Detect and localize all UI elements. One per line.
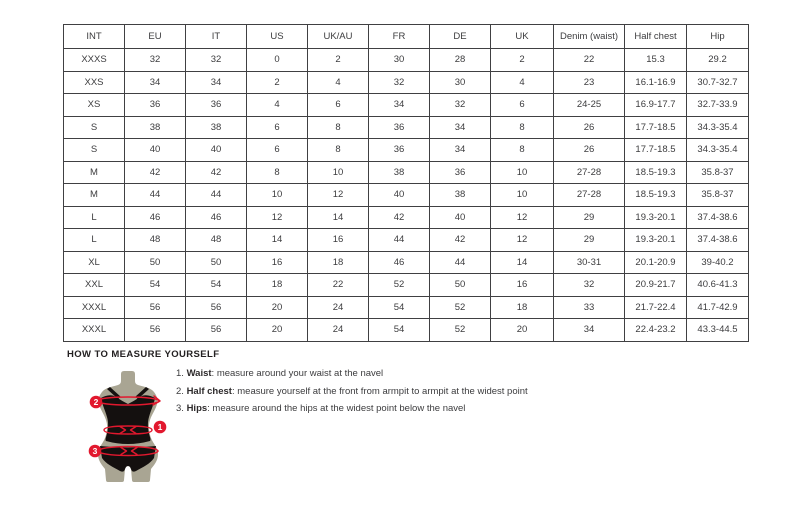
- table-cell: 52: [430, 319, 491, 342]
- table-cell: 24: [308, 296, 369, 319]
- table-cell: 42: [369, 206, 430, 229]
- column-header: Hip: [687, 25, 749, 49]
- table-cell: 6: [247, 139, 308, 162]
- badge-chest: [90, 396, 103, 409]
- table-cell: 34: [554, 319, 625, 342]
- table-cell: 17.7-18.5: [625, 139, 687, 162]
- table-cell: 44: [369, 229, 430, 252]
- size-chart-table: [63, 24, 749, 342]
- table-cell: 0: [247, 49, 308, 72]
- table-row: [64, 296, 749, 319]
- table-cell: 56: [125, 296, 186, 319]
- table-cell: 43.3-44.5: [687, 319, 749, 342]
- measurement-figure: [88, 368, 168, 486]
- table-cell: 54: [369, 296, 430, 319]
- table-cell: 20.1-20.9: [625, 251, 687, 274]
- table-cell: 8: [308, 116, 369, 139]
- mannequin-illustration: [88, 368, 168, 486]
- table-cell: 34: [369, 94, 430, 117]
- table-cell: 10: [308, 161, 369, 184]
- table-row: [64, 94, 749, 117]
- table-cell: 29.2: [687, 49, 749, 72]
- table-cell: 19.3-20.1: [625, 206, 687, 229]
- table-cell: 32: [125, 49, 186, 72]
- table-cell: 12: [247, 206, 308, 229]
- table-cell: XXXL: [64, 319, 125, 342]
- table-cell: 17.7-18.5: [625, 116, 687, 139]
- table-cell: 16.9-17.7: [625, 94, 687, 117]
- table-cell: 16: [308, 229, 369, 252]
- table-cell: 4: [491, 71, 554, 94]
- table-cell: 36: [369, 116, 430, 139]
- table-cell: 6: [491, 94, 554, 117]
- table-cell: 10: [491, 161, 554, 184]
- table-cell: 40: [430, 206, 491, 229]
- table-cell: 52: [430, 296, 491, 319]
- table-cell: 38: [125, 116, 186, 139]
- size-table-header-row: [64, 25, 749, 49]
- table-cell: 18.5-19.3: [625, 161, 687, 184]
- badge-waist: [154, 421, 167, 434]
- table-cell: 42: [186, 161, 247, 184]
- table-cell: 19.3-20.1: [625, 229, 687, 252]
- table-cell: 16.1-16.9: [625, 71, 687, 94]
- table-cell: XL: [64, 251, 125, 274]
- table-cell: M: [64, 161, 125, 184]
- table-cell: 6: [308, 94, 369, 117]
- table-cell: 6: [247, 116, 308, 139]
- table-cell: XXXS: [64, 49, 125, 72]
- table-cell: 29: [554, 229, 625, 252]
- table-cell: 41.7-42.9: [687, 296, 749, 319]
- table-row: [64, 319, 749, 342]
- table-cell: 44: [186, 184, 247, 207]
- table-cell: 44: [430, 251, 491, 274]
- table-cell: 23: [554, 71, 625, 94]
- table-cell: 18: [491, 296, 554, 319]
- table-cell: XS: [64, 94, 125, 117]
- table-cell: 50: [430, 274, 491, 297]
- table-cell: 56: [186, 296, 247, 319]
- table-cell: 22: [554, 49, 625, 72]
- table-cell: S: [64, 116, 125, 139]
- table-cell: 40.6-41.3: [687, 274, 749, 297]
- table-row: [64, 49, 749, 72]
- column-header: EU: [125, 25, 186, 49]
- column-header: UK/AU: [308, 25, 369, 49]
- table-cell: 48: [186, 229, 247, 252]
- table-cell: S: [64, 139, 125, 162]
- table-cell: 38: [430, 184, 491, 207]
- measure-step: 3. Hips: measure around the hips at the widest point below the navel: [176, 403, 466, 414]
- badge-hips: [89, 445, 102, 458]
- table-cell: 34: [430, 116, 491, 139]
- column-header: FR: [369, 25, 430, 49]
- table-cell: 35.8-37: [687, 184, 749, 207]
- table-cell: 52: [369, 274, 430, 297]
- table-cell: 18.5-19.3: [625, 184, 687, 207]
- table-cell: 12: [491, 229, 554, 252]
- table-cell: 34.3-35.4: [687, 139, 749, 162]
- svg-text:2: 2: [93, 397, 99, 407]
- table-cell: 30: [369, 49, 430, 72]
- column-header: DE: [430, 25, 491, 49]
- table-cell: 32: [369, 71, 430, 94]
- table-cell: 39-40.2: [687, 251, 749, 274]
- table-row: [64, 71, 749, 94]
- table-cell: 34: [430, 139, 491, 162]
- table-cell: 32: [186, 49, 247, 72]
- size-table-head: [64, 25, 749, 49]
- table-cell: 16: [491, 274, 554, 297]
- svg-text:1: 1: [157, 422, 163, 432]
- table-cell: 21.7-22.4: [625, 296, 687, 319]
- table-cell: 16: [247, 251, 308, 274]
- table-row: [64, 161, 749, 184]
- table-row: [64, 184, 749, 207]
- table-cell: 36: [125, 94, 186, 117]
- table-cell: 22: [308, 274, 369, 297]
- table-cell: 38: [186, 116, 247, 139]
- table-cell: 28: [430, 49, 491, 72]
- table-cell: 32: [554, 274, 625, 297]
- table-cell: 20.9-21.7: [625, 274, 687, 297]
- table-cell: 54: [125, 274, 186, 297]
- table-cell: 18: [308, 251, 369, 274]
- table-cell: 8: [491, 139, 554, 162]
- size-table-body: [64, 49, 749, 342]
- table-row: [64, 251, 749, 274]
- table-cell: 34: [125, 71, 186, 94]
- table-cell: 56: [125, 319, 186, 342]
- table-cell: 36: [369, 139, 430, 162]
- table-cell: 10: [491, 184, 554, 207]
- table-cell: 27-28: [554, 184, 625, 207]
- table-cell: 50: [186, 251, 247, 274]
- table-cell: 8: [247, 161, 308, 184]
- table-cell: 30.7-32.7: [687, 71, 749, 94]
- table-cell: 30: [430, 71, 491, 94]
- table-cell: XXS: [64, 71, 125, 94]
- table-cell: 32: [430, 94, 491, 117]
- table-cell: 38: [369, 161, 430, 184]
- table-cell: L: [64, 206, 125, 229]
- table-cell: 46: [125, 206, 186, 229]
- table-cell: 48: [125, 229, 186, 252]
- table-cell: 35.8-37: [687, 161, 749, 184]
- table-cell: 10: [247, 184, 308, 207]
- table-cell: 24: [308, 319, 369, 342]
- column-header: Denim (waist): [554, 25, 625, 49]
- table-cell: 40: [369, 184, 430, 207]
- table-cell: 2: [308, 49, 369, 72]
- table-cell: 36: [430, 161, 491, 184]
- table-row: [64, 116, 749, 139]
- table-cell: XXL: [64, 274, 125, 297]
- table-row: [64, 206, 749, 229]
- table-cell: 20: [247, 296, 308, 319]
- table-cell: 26: [554, 116, 625, 139]
- table-cell: 20: [247, 319, 308, 342]
- table-cell: 37.4-38.6: [687, 206, 749, 229]
- table-cell: 54: [186, 274, 247, 297]
- table-cell: 29: [554, 206, 625, 229]
- table-cell: 36: [186, 94, 247, 117]
- column-header: IT: [186, 25, 247, 49]
- table-cell: 12: [491, 206, 554, 229]
- table-cell: 42: [430, 229, 491, 252]
- column-header: INT: [64, 25, 125, 49]
- table-cell: L: [64, 229, 125, 252]
- table-cell: 54: [369, 319, 430, 342]
- table-cell: 4: [247, 94, 308, 117]
- table-cell: XXXL: [64, 296, 125, 319]
- measure-steps: [176, 369, 528, 422]
- measure-section-title: HOW TO MEASURE YOURSELF: [67, 349, 220, 360]
- table-cell: 44: [125, 184, 186, 207]
- table-cell: 42: [125, 161, 186, 184]
- measure-step: 1. Waist: measure around your waist at the navel: [176, 368, 384, 379]
- table-cell: 30-31: [554, 251, 625, 274]
- table-cell: 33: [554, 296, 625, 319]
- table-cell: 2: [247, 71, 308, 94]
- table-cell: 50: [125, 251, 186, 274]
- table-cell: 46: [369, 251, 430, 274]
- table-cell: 4: [308, 71, 369, 94]
- table-cell: 34.3-35.4: [687, 116, 749, 139]
- table-cell: 15.3: [625, 49, 687, 72]
- table-cell: 32.7-33.9: [687, 94, 749, 117]
- table-cell: 14: [247, 229, 308, 252]
- table-cell: 18: [247, 274, 308, 297]
- column-header: UK: [491, 25, 554, 49]
- table-cell: 14: [491, 251, 554, 274]
- table-cell: 40: [125, 139, 186, 162]
- table-cell: 12: [308, 184, 369, 207]
- table-row: [64, 139, 749, 162]
- table-cell: 56: [186, 319, 247, 342]
- table-cell: 40: [186, 139, 247, 162]
- column-header: US: [247, 25, 308, 49]
- table-cell: 14: [308, 206, 369, 229]
- table-cell: M: [64, 184, 125, 207]
- table-row: [64, 229, 749, 252]
- table-cell: 34: [186, 71, 247, 94]
- table-cell: 27-28: [554, 161, 625, 184]
- table-cell: 8: [491, 116, 554, 139]
- table-cell: 46: [186, 206, 247, 229]
- svg-text:3: 3: [92, 446, 98, 456]
- table-cell: 37.4-38.6: [687, 229, 749, 252]
- measure-step: 2. Half chest: measure yourself at the front from armpit to armpit at the widest point: [176, 385, 528, 397]
- table-cell: 24-25: [554, 94, 625, 117]
- table-cell: 22.4-23.2: [625, 319, 687, 342]
- table-cell: 20: [491, 319, 554, 342]
- table-cell: 26: [554, 139, 625, 162]
- table-cell: 8: [308, 139, 369, 162]
- column-header: Half chest: [625, 25, 687, 49]
- table-cell: 2: [491, 49, 554, 72]
- table-row: [64, 274, 749, 297]
